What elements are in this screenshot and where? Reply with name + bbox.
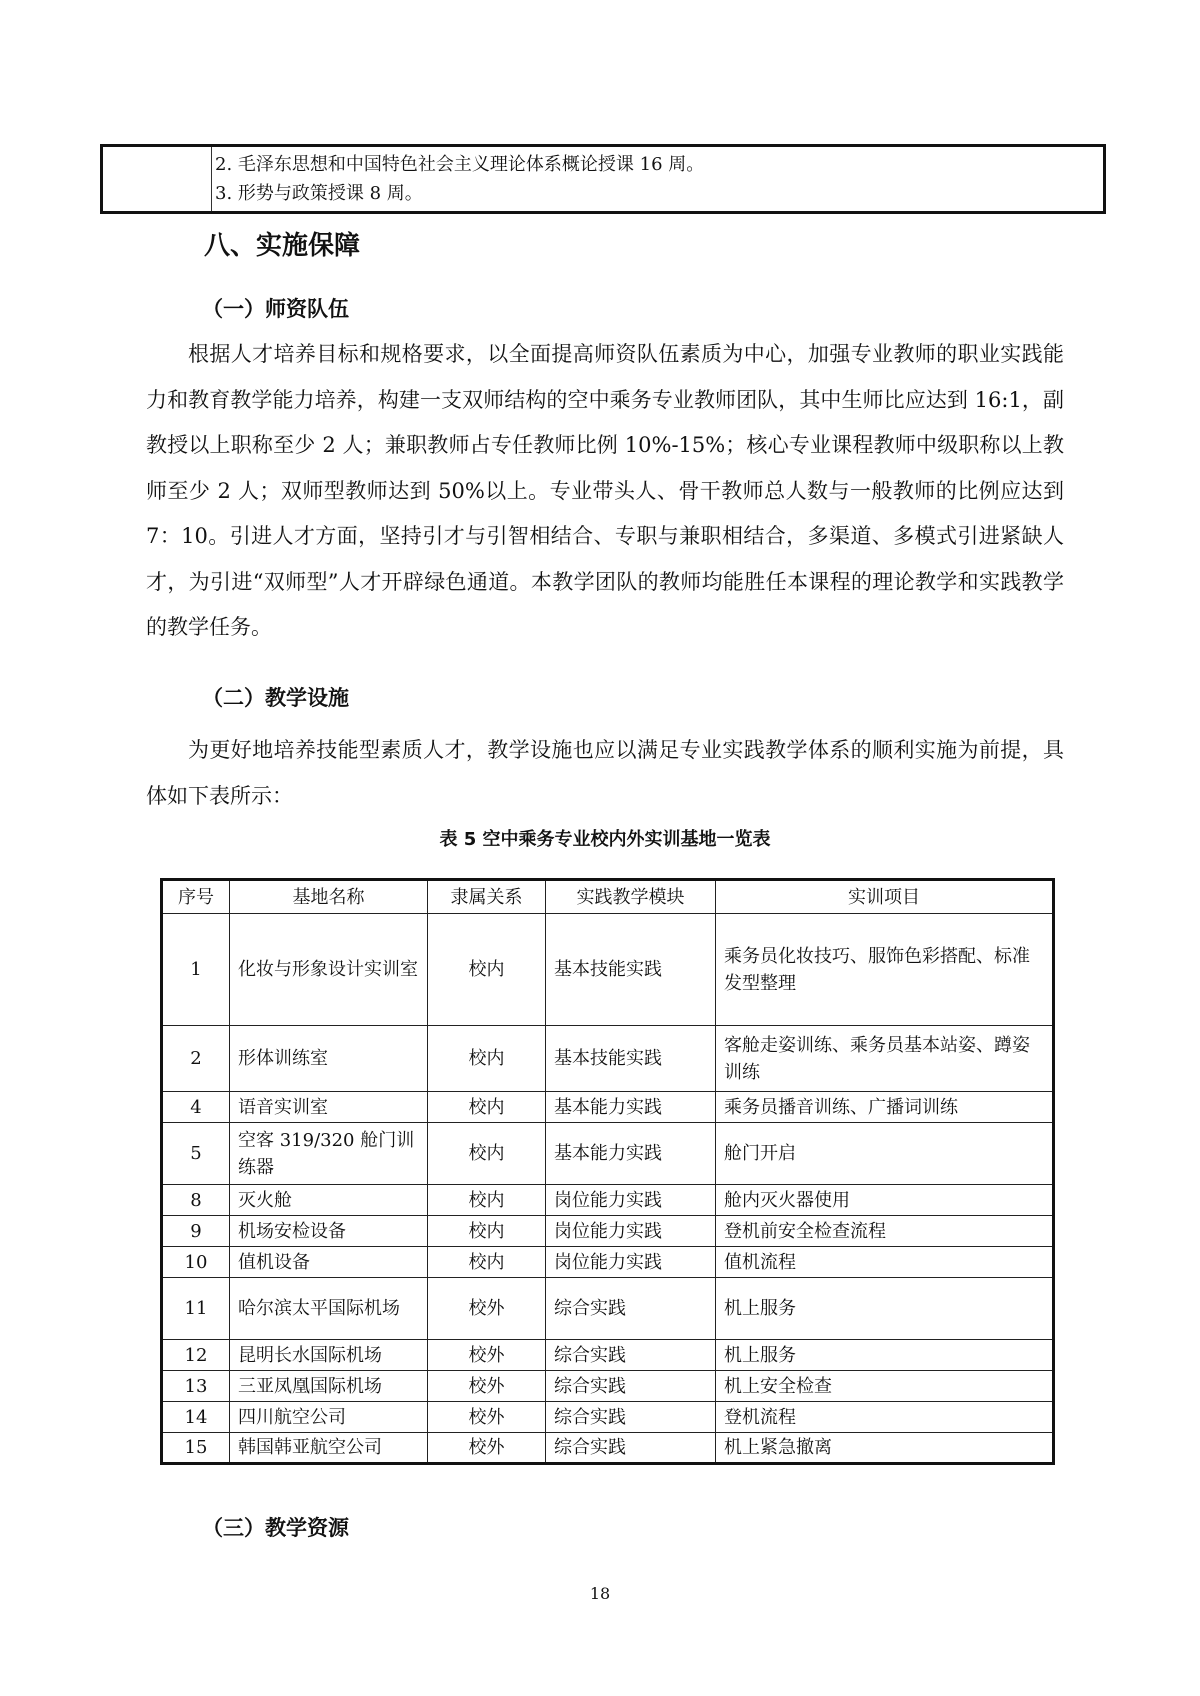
subsection-title-faculty: （一）师资队伍 <box>202 297 349 321</box>
table-row <box>162 1433 1054 1464</box>
header-project: 实训项目 <box>716 880 1054 914</box>
cell-no: 11 <box>162 1278 230 1340</box>
cell-relation: 校外 <box>428 1433 546 1464</box>
cell-name: 化妆与形象设计实训室 <box>230 914 428 1026</box>
cell-no: 5 <box>162 1123 230 1185</box>
cell-relation: 校内 <box>428 1247 546 1278</box>
cell-no: 2 <box>162 1026 230 1092</box>
cell-name: 语音实训室 <box>230 1092 428 1123</box>
cell-relation: 校内 <box>428 1026 546 1092</box>
cell-relation: 校外 <box>428 1402 546 1433</box>
previous-table-fragment <box>100 144 1106 214</box>
cell-relation: 校外 <box>428 1278 546 1340</box>
cell-no: 14 <box>162 1402 230 1433</box>
table-row <box>162 1123 1054 1185</box>
cell-name: 三亚凤凰国际机场 <box>230 1371 428 1402</box>
cell-project: 登机前安全检查流程 <box>716 1216 1054 1247</box>
cell-name: 形体训练室 <box>230 1026 428 1092</box>
paragraph-facilities: 为更好地培养技能型素质人才，教学设施也应以满足专业实践教学体系的顺利实施为前提，具体如下表所示： <box>146 738 1064 808</box>
table-row <box>162 1340 1054 1371</box>
subsection-title-facilities: （二）教学设施 <box>202 686 349 710</box>
cell-project: 乘务员播音训练、广播词训练 <box>716 1092 1054 1123</box>
cell-module: 基本能力实践 <box>546 1092 716 1123</box>
cell-module: 综合实践 <box>546 1371 716 1402</box>
cell-name: 昆明长水国际机场 <box>230 1340 428 1371</box>
subsection-title-resources: （三）教学资源 <box>202 1516 349 1540</box>
table-row <box>162 914 1054 1026</box>
page-number: 18 <box>589 1584 611 1603</box>
cell-no: 9 <box>162 1216 230 1247</box>
cell-name: 空客 319/320 舱门训练器 <box>230 1123 428 1185</box>
cell-no: 12 <box>162 1340 230 1371</box>
cell-module: 岗位能力实践 <box>546 1216 716 1247</box>
paragraph-faculty: 根据人才培养目标和规格要求，以全面提高师资队伍素质为中心，加强专业教师的职业实践能力和教育教学能力培养，构建一支双师结构的空中乘务专业教师团队，其中生师比应达到 16:1，副教授以上职称至少 2 人；兼职教师占专任教师比例 10%-15%；核心专业课程教师中级职称以上教师至少 2 人；双师型教师达到 50%以上。专业带头人、骨干教师总人数与一般教师的比例应达到 7：10。引进人才方面，坚持引才与引智相结合、专职与兼职相结合，多渠道、多模式引进紧缺人才，为引进“双师型”人才开辟绿色通道。本教学团队的教师均能胜任本课程的理论教学和实践教学的教学任务。 <box>146 342 1064 639</box>
cell-relation: 校内 <box>428 1123 546 1185</box>
fragment-row-1: 2. 毛泽东思想和中国特色社会主义理论体系概论授课 16 周。 <box>215 154 705 175</box>
training-base-table <box>160 878 1055 1465</box>
cell-project: 舱门开启 <box>716 1123 1054 1185</box>
cell-no: 4 <box>162 1092 230 1123</box>
fragment-row-2: 3. 形势与政策授课 8 周。 <box>215 183 423 204</box>
cell-name: 机场安检设备 <box>230 1216 428 1247</box>
header-module: 实践教学模块 <box>546 880 716 914</box>
cell-module: 岗位能力实践 <box>546 1185 716 1216</box>
header-name: 基地名称 <box>230 880 428 914</box>
cell-no: 1 <box>162 914 230 1026</box>
cell-project: 客舱走姿训练、乘务员基本站姿、蹲姿训练 <box>716 1026 1054 1092</box>
cell-relation: 校外 <box>428 1340 546 1371</box>
cell-relation: 校内 <box>428 914 546 1026</box>
table-row <box>162 1371 1054 1402</box>
table-header-row <box>162 880 1054 914</box>
cell-project: 值机流程 <box>716 1247 1054 1278</box>
cell-module: 基本技能实践 <box>546 1026 716 1092</box>
cell-no: 15 <box>162 1433 230 1464</box>
cell-name: 哈尔滨太平国际机场 <box>230 1278 428 1340</box>
cell-relation: 校内 <box>428 1185 546 1216</box>
cell-module: 岗位能力实践 <box>546 1247 716 1278</box>
table-row <box>162 1092 1054 1123</box>
cell-relation: 校内 <box>428 1092 546 1123</box>
cell-no: 10 <box>162 1247 230 1278</box>
cell-project: 乘务员化妆技巧、服饰色彩搭配、标准发型整理 <box>716 914 1054 1026</box>
cell-name: 四川航空公司 <box>230 1402 428 1433</box>
cell-project: 机上服务 <box>716 1340 1054 1371</box>
header-relation: 隶属关系 <box>428 880 546 914</box>
cell-project: 机上服务 <box>716 1278 1054 1340</box>
table-row <box>162 1216 1054 1247</box>
cell-name: 韩国韩亚航空公司 <box>230 1433 428 1464</box>
cell-module: 基本技能实践 <box>546 914 716 1026</box>
cell-project: 登机流程 <box>716 1402 1054 1433</box>
cell-module: 综合实践 <box>546 1402 716 1433</box>
cell-relation: 校外 <box>428 1371 546 1402</box>
cell-relation: 校内 <box>428 1216 546 1247</box>
cell-module: 综合实践 <box>546 1340 716 1371</box>
cell-divider <box>211 147 212 211</box>
section-title: 八、实施保障 <box>204 231 361 261</box>
table-row <box>162 1185 1054 1216</box>
cell-project: 机上紧急撤离 <box>716 1433 1054 1464</box>
cell-project: 舱内灭火器使用 <box>716 1185 1054 1216</box>
table-row <box>162 1026 1054 1092</box>
cell-module: 综合实践 <box>546 1278 716 1340</box>
cell-name: 灭火舱 <box>230 1185 428 1216</box>
cell-no: 13 <box>162 1371 230 1402</box>
header-no: 序号 <box>162 880 230 914</box>
cell-module: 基本能力实践 <box>546 1123 716 1185</box>
cell-no: 8 <box>162 1185 230 1216</box>
cell-name: 值机设备 <box>230 1247 428 1278</box>
table-row <box>162 1402 1054 1433</box>
table-caption: 表 5 空中乘务专业校内外实训基地一览表 <box>439 829 771 850</box>
table-row <box>162 1247 1054 1278</box>
table-row <box>162 1278 1054 1340</box>
cell-module: 综合实践 <box>546 1433 716 1464</box>
cell-project: 机上安全检查 <box>716 1371 1054 1402</box>
